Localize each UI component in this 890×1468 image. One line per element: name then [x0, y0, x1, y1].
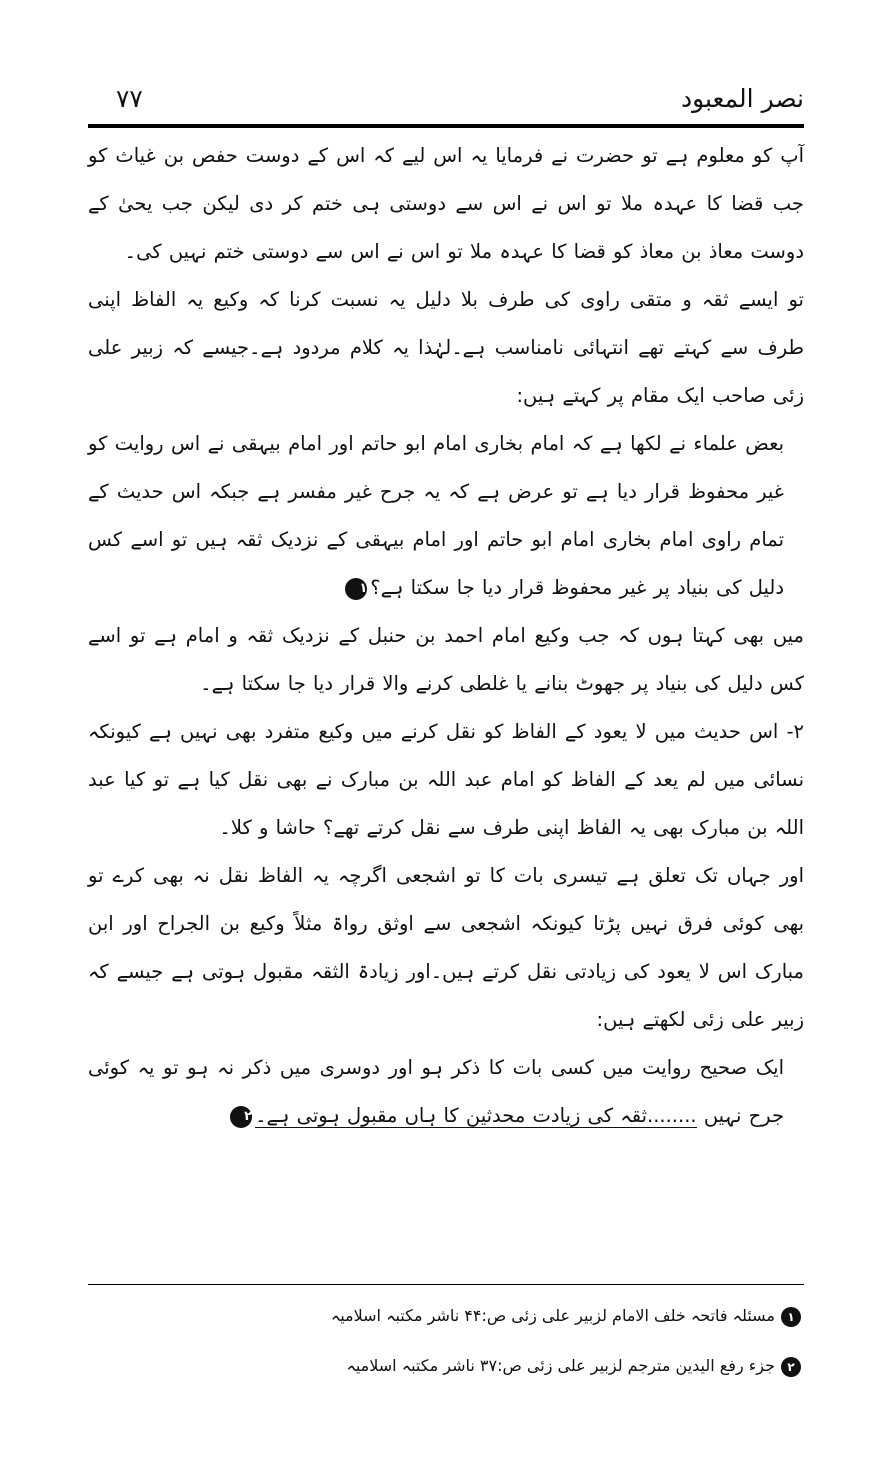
- footnote-text: جزء رفع الیدین مترجم لزبیر علی زئی ص:۳۷ ناشر مکتبہ اسلامیہ: [346, 1356, 775, 1375]
- paragraph: [88, 612, 804, 708]
- paragraph-text: میں بھی کہتا ہوں کہ جب وکیع امام احمد بن حنبل کے نزدیک ثقہ و امام ہے تو اسے کس دلیل کی بنیاد پر جھوٹ بنانے یا غلطی کرنے والا قرار دیا جا سکتا ہے۔: [88, 624, 804, 695]
- paragraph-text: آپ کو معلوم ہے تو حضرت نے فرمایا یہ اس لیے کہ اس کے دوست حفص بن غیاث کو جب قضا کا عہدہ ملا تو اس نے اس سے دوستی ہی ختم کر دی لیکن جب یحیٰ کے دوست معاذ بن معاذ کو قضا کا عہدہ ملا تو اس نے اس سے دوستی ختم نہیں کی۔: [88, 144, 804, 263]
- main-text: [88, 132, 804, 1140]
- paragraph-text: اور جہاں تک تعلق ہے تیسری بات کا تو اشجعی اگرچہ یہ الفاظ نقل نہ بھی کرے تو بھی کوئی فرق نہیں پڑتا کیونکہ اشجعی سے اوثق رواۃ مثلاً وکیع بن الجراح اور ابن مبارک اس لا یعود کی زیادتی نقل کرتے ہیں۔اور زیادۃ الثقہ مقبول ہوتی ہے جیسے کہ زبیر علی زئی لکھتے ہیں:: [88, 864, 804, 1031]
- paragraph: [88, 132, 804, 276]
- quoted-paragraph: [88, 420, 804, 612]
- paragraph-text: ۲- اس حدیث میں لا یعود کے الفاظ کو نقل کرنے میں وکیع متفرد بھی نہیں ہے کیونکہ نسائی میں لم یعد کے الفاظ کو امام عبد اللہ بن مبارک نے بھی نقل کیا ہے تو کیا عبد اللہ بن مبارک بھی یہ الفاظ اپنی طرف سے نقل کرتے تھے؟ حاشا و کلا۔: [88, 720, 804, 839]
- footnote: [88, 1341, 804, 1391]
- footnotes-section: [88, 1284, 804, 1391]
- footnote-text: مسئلہ فاتحہ خلف الامام لزبیر علی زئی ص:۴۴ ناشر مکتبہ اسلامیہ: [330, 1306, 775, 1325]
- paragraph: [88, 708, 804, 852]
- page-number: ۷۷: [116, 84, 143, 113]
- footnote-marker[interactable]: ٢: [230, 1106, 252, 1128]
- book-title: نصر المعبود: [680, 84, 804, 113]
- quoted-paragraph: [88, 1044, 804, 1140]
- header-divider: [88, 124, 804, 128]
- footnote-number: ٢: [781, 1357, 801, 1377]
- paragraph: [88, 852, 804, 1044]
- paragraph-text: ایک صحیح روایت میں کسی بات کا ذکر ہو اور دوسری میں ذکر نہ ہو تو یہ کوئی جرح نہیں: [88, 1056, 784, 1127]
- underlined-text: ........ثقہ کی زیادت محدثین کا ہاں مقبول ہوتی ہے۔: [255, 1104, 697, 1127]
- footnote-number: ١: [781, 1307, 801, 1327]
- footnote-marker[interactable]: ١: [345, 578, 367, 600]
- paragraph-text: تو ایسے ثقہ و متقی راوی کی طرف بلا دلیل یہ نسبت کرنا کہ وکیع یہ الفاظ اپنی طرف سے کہتے تھے انتہائی نامناسب ہے۔لہٰذا یہ کلام مردود ہے۔جیسے کہ زبیر علی زئی صاحب ایک مقام پر کہتے ہیں:: [88, 288, 804, 407]
- page-header: [88, 82, 804, 122]
- paragraph: [88, 276, 804, 420]
- paragraph-text: بعض علماء نے لکھا ہے کہ امام بخاری امام ابو حاتم اور امام بیہقی نے اس روایت کو غیر محفوظ قرار دیا ہے تو عرض ہے کہ یہ جرح غیر مفسر ہے جبکہ اس حدیث کے تمام راوی امام بخاری امام ابو حاتم اور امام بیہقی کے نزدیک ثقہ ہیں تو اسے کس دلیل کی بنیاد پر غیر محفوظ قرار دیا جا سکتا ہے؟: [88, 432, 784, 599]
- footnote: [88, 1291, 804, 1341]
